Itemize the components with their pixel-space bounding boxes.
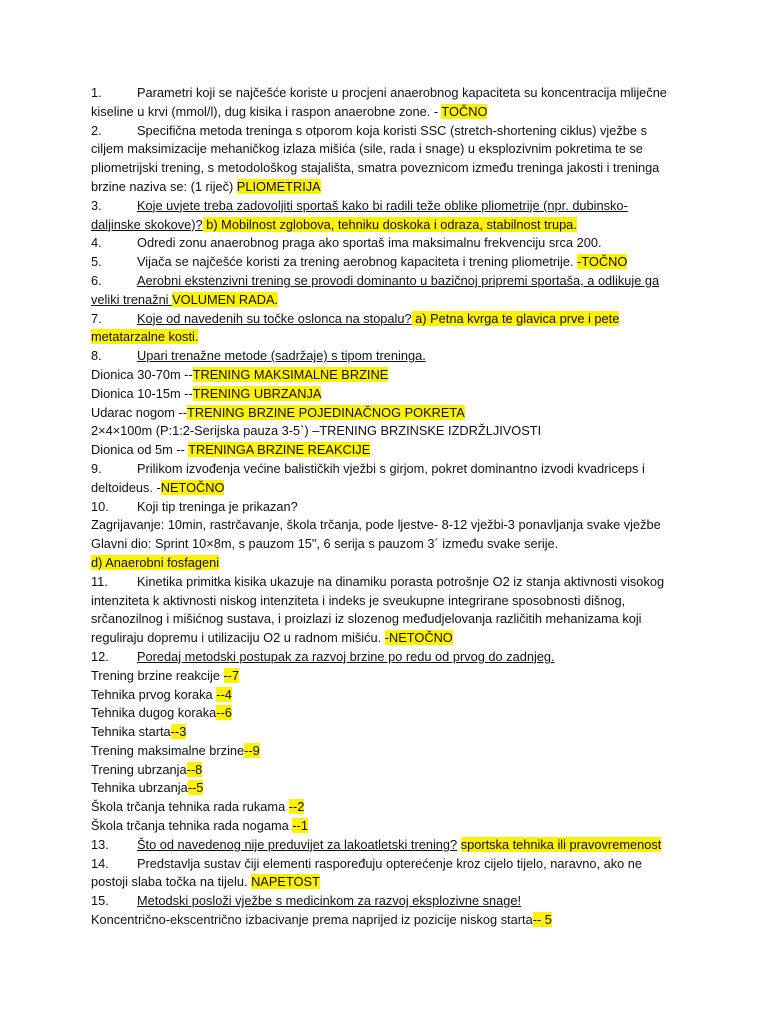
underlined-question-text: veliki trenažni <box>91 291 173 307</box>
text-line <box>91 911 685 930</box>
item-number: 8. <box>91 348 102 364</box>
text-segment: Tehnika ubrzanja <box>91 780 188 796</box>
item-number: 13. <box>91 836 109 852</box>
numbered-item-line <box>91 648 685 667</box>
numbered-item-line <box>91 836 685 855</box>
text-segment: pliometrijski trening, s metodološkog stajališta, smatra poveznicom između treninga jakosti i treninga <box>91 160 660 176</box>
highlighted-answer: -NETOČNO <box>384 630 453 646</box>
text-line <box>91 742 685 761</box>
numbered-item-line <box>91 272 685 291</box>
highlighted-answer: b) Mobilnost zglobova, tehniku doskoka i odraza, stabilnost trupa. <box>202 216 577 232</box>
highlighted-answer: --9 <box>244 742 260 758</box>
item-number: 11. <box>91 573 108 589</box>
numbered-item-line <box>91 84 685 103</box>
text-line <box>91 704 685 723</box>
text-segment: postoji slaba točka na tijelu. <box>91 874 252 890</box>
underlined-question-text: Koje uvjete treba zadovoljiti sportaš kako bi radili teže oblike pliometrije (npr. dubinsko- <box>137 197 628 213</box>
text-segment: brzine naziva se: (1 riječ) <box>91 178 237 194</box>
highlighted-answer: sportska tehnika ili pravovremenost <box>460 836 662 852</box>
text-segment: 2×4×100m (P:1:2-Serijska pauza 3-5`) –TRENING BRZINSKE IZDRŽLJIVOSTI <box>91 423 542 439</box>
text-segment: reguliraju dopremu i utilizaciju O2 u radnom mišiću. <box>91 630 385 646</box>
underlined-question-text: Koje od navedenih su točke oslonca na stopalu? <box>137 310 412 326</box>
numbered-item-line <box>91 197 685 216</box>
text-segment: Dionica 10-15m -- <box>91 385 193 401</box>
text-line <box>91 610 685 629</box>
highlighted-answer: a) Petna kvrga te glavica prve i pete <box>411 310 620 326</box>
highlighted-answer: --7 <box>223 667 240 683</box>
underlined-question-text: Aerobni ekstenzivni trening se provodi dominanto u bazičnoj pripremi sportaša, a odlikuje ga <box>137 272 660 288</box>
highlighted-answer: NAPETOST <box>251 874 320 890</box>
numbered-item-line <box>91 573 685 592</box>
text-segment: Dionica od 5m -- <box>91 442 189 458</box>
text-line <box>91 817 685 836</box>
item-number: 7. <box>91 310 102 326</box>
text-segment: Vijača se najčešće koristi za trening aerobnog kapaciteta i trening pliometrije. <box>137 254 578 270</box>
highlighted-answer: TRENING MAKSIMALNE BRZINE <box>192 366 389 382</box>
item-number: 4. <box>91 235 102 251</box>
text-line <box>91 667 685 686</box>
item-number: 1. <box>91 85 102 100</box>
text-segment: Trening maksimalne brzine <box>91 742 245 758</box>
numbered-item-line <box>91 498 685 517</box>
item-number: 10. <box>91 498 109 514</box>
text-line <box>91 798 685 817</box>
item-number: 2. <box>91 122 102 138</box>
text-line <box>91 404 685 423</box>
text-segment: ciljem maksimizacije mehaničkog izlaza mišića (sile, rada i snage) u eksplozivnim pokretima te se <box>91 141 643 157</box>
text-line <box>91 140 685 159</box>
highlighted-answer: TOČNO <box>441 103 488 119</box>
underlined-question-text: Poredaj metodski postupak za razvoj brzine po redu od prvog do zadnjeg. <box>137 648 555 664</box>
highlighted-answer: --8 <box>186 761 203 777</box>
text-segment: Prilikom izvođenja većine balističkih vježbi s girjom, pokret dominantno izvodi kvadriceps i <box>137 460 645 476</box>
text-line <box>91 873 685 892</box>
text-segment: Tehnika dugog koraka <box>91 705 217 721</box>
numbered-item-line <box>91 234 685 253</box>
underlined-question-text: Upari trenažne metode (sadržaje) s tipom treninga. <box>137 348 426 364</box>
highlighted-answer: TRENING BRZINE POJEDINAČNOG POKRETA <box>187 404 465 420</box>
text-line <box>91 328 685 347</box>
underlined-question-text: Metodski posloži vježbe s medicinkom za razvoj eksplozivne snage! <box>137 893 522 909</box>
text-line <box>91 723 685 742</box>
highlighted-answer: TRENINGA BRZINE REAKCIJE <box>188 442 371 458</box>
text-segment: Odredi zonu anaerobnog praga ako sportaš ima maksimalnu frekvenciju srca 200. <box>137 235 602 251</box>
text-line <box>91 159 685 178</box>
item-number: 6. <box>91 272 102 288</box>
text-segment: Kinetika primitka kisika ukazuje na dinamiku porasta potrošnje O2 iz stanja aktivnosti visokog <box>137 573 665 589</box>
text-segment: Tehnika starta <box>91 724 171 740</box>
highlighted-answer: PLIOMETRIJA <box>236 178 321 194</box>
numbered-item-line <box>91 122 685 141</box>
text-segment: Predstavlja sustav čiji elementi raspoređuju opterećenje kroz cijelo tijelo, naravno, ako ne <box>137 855 643 871</box>
highlighted-answer: d) Anaerobni fosfageni <box>91 554 220 570</box>
highlighted-answer: --2 <box>288 799 305 815</box>
highlighted-answer: metatarzalne kosti. <box>91 329 199 345</box>
text-segment: Trening ubrzanja <box>91 761 187 777</box>
text-segment: intenziteta k aktivnosti niskog intenziteta i indeks je sveukupne integrirane sposobnosti dišnog, <box>91 592 626 608</box>
underlined-question-text: Što od navedenog nije preduvijet za lakoatletski trening? <box>137 836 458 852</box>
text-line <box>91 761 685 780</box>
text-segment: Koncentrično-ekscentrično izbacivanje prema naprijed iz pozicije niskog starta <box>91 912 533 928</box>
text-segment: Tehnika prvog koraka <box>91 686 217 702</box>
highlighted-answer: TRENING UBRZANJA <box>192 385 322 401</box>
text-segment: Škola trčanja tehnika rada rukama <box>91 799 289 815</box>
text-segment: deltoideus. - <box>91 479 161 495</box>
document-page <box>91 84 685 930</box>
item-number: 12. <box>91 648 109 664</box>
text-line <box>91 422 685 441</box>
text-line <box>91 291 685 310</box>
text-segment: Trening brzine reakcije <box>91 667 224 683</box>
highlighted-answer: NETOČNO <box>160 479 225 495</box>
numbered-item-line <box>91 460 685 479</box>
text-line <box>91 178 685 197</box>
text-segment: Udarac nogom -- <box>91 404 188 420</box>
highlighted-answer: -- 5 <box>532 912 552 928</box>
numbered-item-line <box>91 892 685 911</box>
numbered-item-line <box>91 310 685 329</box>
highlighted-answer: --1 <box>292 818 308 834</box>
text-line <box>91 366 685 385</box>
item-number: 15. <box>91 893 109 909</box>
text-segment: Glavni dio: Sprint 10×8m, s pauzom 15", 6 serija s pauzom 3´ između svake serije. <box>91 536 559 552</box>
item-number: 9. <box>91 460 102 476</box>
text-line <box>91 592 685 611</box>
text-line <box>91 103 685 122</box>
text-segment: Specifična metoda treninga s otporom koja koristi SSC (stretch-shortening ciklus) vježbe s <box>137 122 647 138</box>
text-line <box>91 441 685 460</box>
text-segment: srčanozilnog i mišićnog sustava, i proizlazi iz slozenog međudjelovanja različitih mehanizama koji <box>91 611 642 627</box>
text-segment: Koji tip treninga je prikazan? <box>137 498 298 514</box>
item-number: 3. <box>91 197 102 213</box>
text-segment: Zagrijavanje: 10min, rastrčavanje, škola trčanja, pode ljestve- 8-12 vježbi-3 ponavljanja svake vježbe <box>91 517 661 533</box>
item-number: 5. <box>91 254 102 270</box>
text-segment: kiseline u krvi (mmol/l), dug kisika i raspon anaerobne zone. - <box>91 103 442 119</box>
text-line <box>91 216 685 235</box>
numbered-item-line <box>91 855 685 874</box>
numbered-item-line <box>91 253 685 272</box>
text-segment: Parametri koji se najčešće koriste u procjeni anaerobnog kapaciteta su koncentracija mliječne <box>137 85 667 100</box>
text-line <box>91 629 685 648</box>
highlighted-answer: --3 <box>170 724 187 740</box>
text-line <box>91 686 685 705</box>
text-line <box>91 535 685 554</box>
numbered-item-line <box>91 347 685 366</box>
highlighted-answer: VOLUMEN RADA. <box>172 291 279 307</box>
item-number: 14. <box>91 855 109 871</box>
highlighted-answer: --5 <box>187 780 204 796</box>
underlined-question-text: daljinske skokove)? <box>91 216 203 232</box>
text-segment: Škola trčanja tehnika rada nogama <box>91 818 293 834</box>
text-line <box>91 385 685 404</box>
text-line <box>91 479 685 498</box>
text-line <box>91 516 685 535</box>
highlighted-answer: --6 <box>216 705 232 721</box>
highlighted-answer: --4 <box>216 686 232 702</box>
highlighted-answer: -TOČNO <box>577 254 628 270</box>
text-line <box>91 554 685 573</box>
text-line <box>91 779 685 798</box>
text-segment: Dionica 30-70m -- <box>91 366 193 382</box>
